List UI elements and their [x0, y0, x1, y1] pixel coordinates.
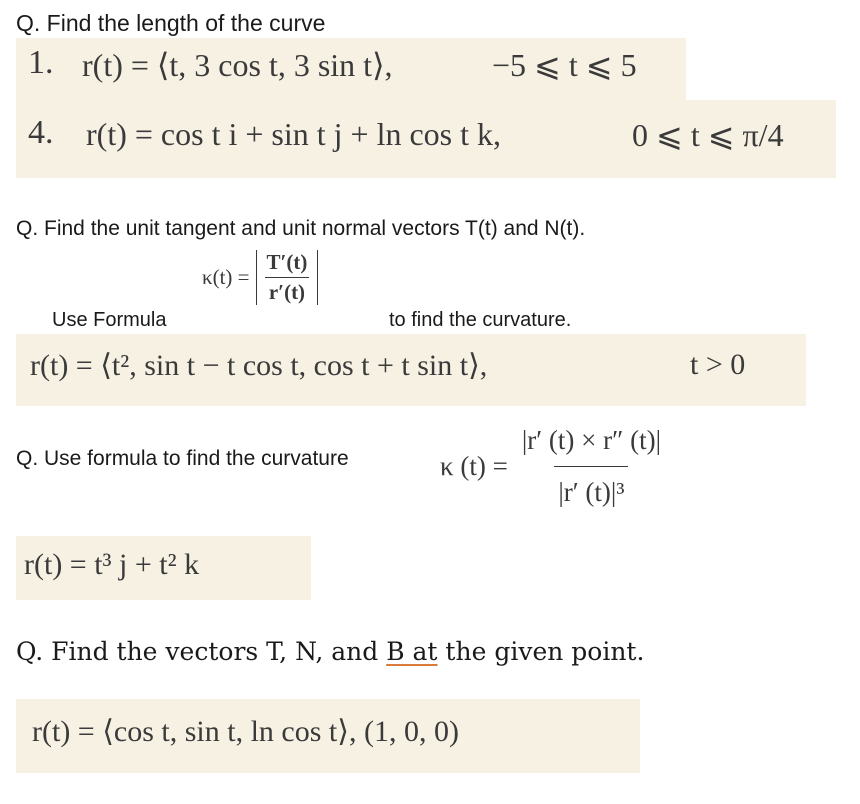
q2-abs-bars — [256, 250, 319, 305]
q4-heading-underlined: B at — [386, 637, 438, 666]
q2-heading: Q. Find the unit tangent and unit normal vectors T(t) and N(t). — [16, 217, 586, 240]
q2-kappa-numerator: T′(t) — [266, 250, 308, 274]
q3-kappa-numerator: |r′ (t) × r″ (t)| — [521, 425, 661, 455]
q4-heading-start: Q. Find the vectors T, N, and — [16, 637, 387, 666]
q2-to-find: to find the curvature. — [389, 309, 572, 331]
q3-heading: Q. Use formula to find the curvature — [16, 447, 349, 470]
q1-item1-label: 1. — [28, 44, 54, 81]
q4-expression: r(t) = ⟨cos t, sin t, ln cos t⟩, (1, 0, 0) — [32, 715, 459, 748]
q2-condition: t > 0 — [690, 348, 746, 381]
q2-kappa-formula — [202, 250, 318, 305]
q2-kappa-denominator: r′(t) — [265, 277, 309, 305]
q4-heading — [16, 637, 644, 666]
q2-expression: r(t) = ⟨t², sin t − t cos t, cos t + t sin t⟩, — [30, 349, 488, 382]
q1-item4-label: 4. — [28, 114, 54, 151]
q3-kappa-denominator: |r′ (t)|³ — [554, 466, 628, 508]
q4-heading-end: the given point. — [437, 637, 645, 666]
q2-kappa-fraction — [263, 250, 312, 305]
q2-use-formula: Use Formula — [52, 309, 167, 331]
q1-item4-expression: r(t) = cos t i + sin t j + ln cos t k, — [86, 116, 501, 152]
q2-kappa-lhs: κ(t) = — [202, 265, 250, 289]
q3-expression: r(t) = t³ j + t² k — [24, 548, 200, 581]
q3-kappa-lhs: κ (t) = — [440, 451, 508, 481]
q1-heading: Q. Find the length of the curve — [16, 10, 326, 36]
q1-item4-range: 0 ⩽ t ⩽ π/4 — [632, 117, 784, 153]
q1-item1-range: −5 ⩽ t ⩽ 5 — [492, 47, 637, 83]
q1-item1-expression: r(t) = ⟨t, 3 cos t, 3 sin t⟩, — [82, 47, 393, 83]
q3-kappa-fraction — [518, 425, 665, 508]
q3-kappa-formula — [440, 425, 665, 508]
